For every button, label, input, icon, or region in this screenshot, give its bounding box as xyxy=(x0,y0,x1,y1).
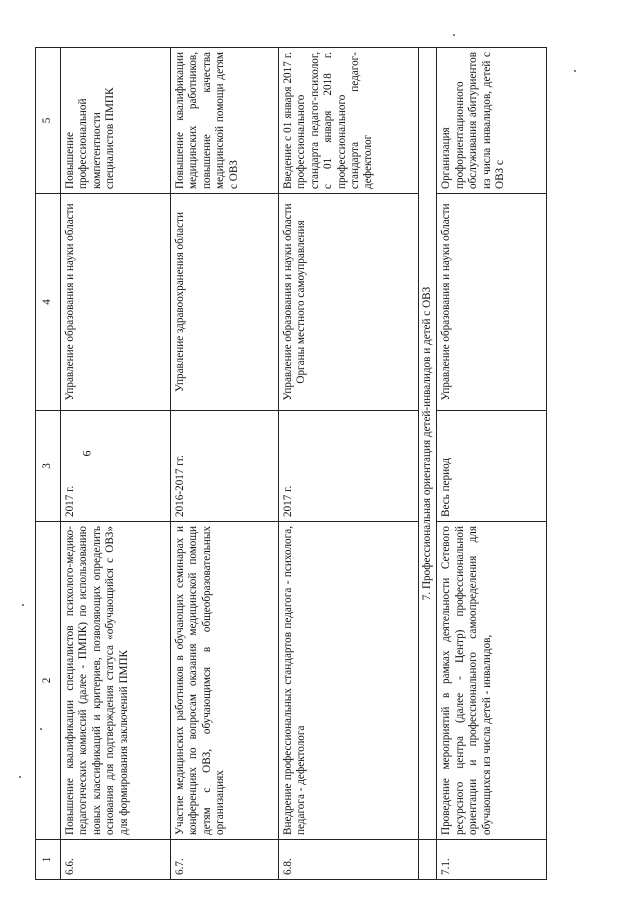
item-number: 7.1. xyxy=(437,840,547,880)
period-cell: 2017 г. xyxy=(61,411,171,522)
section-heading: 7. Профессиональная ориентация детей-инвалидов и детей с ОВЗ xyxy=(419,48,437,840)
table-row xyxy=(279,48,419,880)
scan-speck xyxy=(22,604,24,606)
responsible-cell: Управление образования и науки области xyxy=(61,194,171,411)
item-number: 6.6. xyxy=(61,840,171,880)
period-cell: 2017 г. xyxy=(279,411,419,522)
result-cell: Повышение квалификации медицинских работников, повышение качества медицинской помощи детям с ОВЗ xyxy=(171,48,279,194)
measure-cell: Внедрение профессиональных стандартов педагога - психолога, педагога - дефектолога xyxy=(279,522,419,840)
column-number: 5 xyxy=(36,48,61,194)
result-cell: Повышение профессиональной компетентности специалистов ПМПК xyxy=(61,48,171,194)
scan-speck xyxy=(453,34,455,36)
period-cell: 2016-2017 гг. xyxy=(171,411,279,522)
section-spacer xyxy=(419,840,437,880)
measure-cell: Участие медицинских работников в обучающих семинарах и конференциях по вопросам оказания медицинской помощи детям с ОВЗ, обучающимся в общеобразовательных организациях xyxy=(171,522,279,840)
measure-cell: Проведение мероприятий в рамках деятельности Сетевого ресурсного центра (далее - Центр) профессиональной ориентации и профессионального самоопределения для обучающихся из числа детей - инвалидов, xyxy=(437,522,547,840)
column-number: 4 xyxy=(36,194,61,411)
period-cell: Весь период xyxy=(437,411,547,522)
item-number: 6.7. xyxy=(171,840,279,880)
table-row xyxy=(61,48,171,880)
column-number: 2 xyxy=(36,522,61,840)
table-row xyxy=(437,48,547,880)
column-number: 3 xyxy=(36,411,61,522)
measure-cell: Повышение квалификации специалистов психолого-медико-педагогических комиссий (далее - ПМПК) по использованию новых классификаций и критериев, позволяющих определить основания для подтверждения статуса «обучающийся с ОВЗ» для формирования заключений ПМПК xyxy=(61,522,171,840)
table-row xyxy=(171,48,279,880)
scan-speck xyxy=(574,70,576,72)
item-number: 6.8. xyxy=(279,840,419,880)
column-number-row xyxy=(36,48,61,880)
section-row xyxy=(419,48,437,880)
responsible-extra-text: Органы местного самоуправления xyxy=(295,220,308,384)
result-cell: Организация профориентационного обслуживания абитуриентов из числа инвалидов, детей с ОВЗ с xyxy=(437,48,547,194)
result-cell: Введение с 01 января 2017 г. профессионального стандарта педагог-психолог, с 01 января 2018 г. профессионального стандарта педагог-дефектолог xyxy=(279,48,419,194)
responsible-text: Управление образования и науки области xyxy=(282,203,294,401)
responsible-cell xyxy=(279,194,419,411)
action-plan-table xyxy=(35,47,547,880)
page-number: 6 xyxy=(79,450,94,457)
column-number: 1 xyxy=(36,840,61,880)
responsible-cell: Управление здравоохранения области xyxy=(171,194,279,411)
scan-speck xyxy=(19,776,21,778)
rotated-table-wrapper xyxy=(35,48,518,880)
responsible-cell: Управление образования и науки области xyxy=(437,194,547,411)
